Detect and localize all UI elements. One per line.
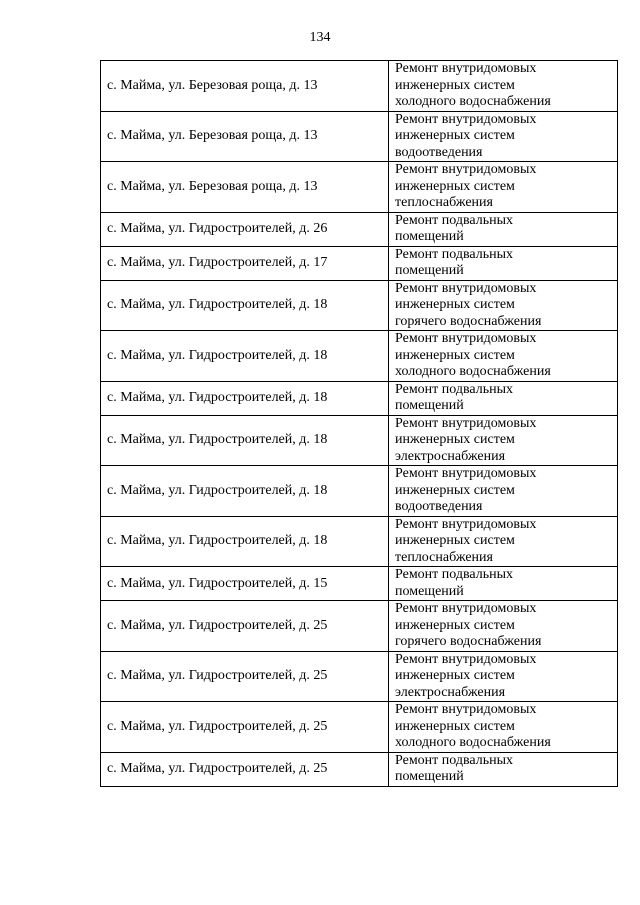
table-row bbox=[101, 752, 618, 786]
work-type-cell: Ремонт подвальных помещений bbox=[389, 246, 618, 280]
address-cell: с. Майма, ул. Гидростроителей, д. 18 bbox=[101, 280, 389, 331]
address-cell: с. Майма, ул. Гидростроителей, д. 18 bbox=[101, 516, 389, 567]
repair-list-table bbox=[100, 60, 618, 787]
table-row bbox=[101, 702, 618, 753]
address-cell: с. Майма, ул. Гидростроителей, д. 18 bbox=[101, 415, 389, 466]
work-type-cell: Ремонт подвальных помещений bbox=[389, 381, 618, 415]
table-row bbox=[101, 415, 618, 466]
table-row bbox=[101, 111, 618, 162]
address-cell: с. Майма, ул. Гидростроителей, д. 25 bbox=[101, 651, 389, 702]
work-type-cell: Ремонт подвальных помещений bbox=[389, 212, 618, 246]
address-cell: с. Майма, ул. Березовая роща, д. 13 bbox=[101, 61, 389, 112]
table-row bbox=[101, 280, 618, 331]
work-type-cell: Ремонт внутридомовых инженерных систем холодного водоснабжения bbox=[389, 331, 618, 382]
table-row bbox=[101, 381, 618, 415]
work-type-cell: Ремонт внутридомовых инженерных систем теплоснабжения bbox=[389, 516, 618, 567]
table-row bbox=[101, 601, 618, 652]
table-row bbox=[101, 466, 618, 517]
address-cell: с. Майма, ул. Гидростроителей, д. 18 bbox=[101, 381, 389, 415]
work-type-cell: Ремонт внутридомовых инженерных систем электроснабжения bbox=[389, 651, 618, 702]
table-body bbox=[101, 61, 618, 787]
address-cell: с. Майма, ул. Гидростроителей, д. 25 bbox=[101, 702, 389, 753]
address-cell: с. Майма, ул. Гидростроителей, д. 25 bbox=[101, 752, 389, 786]
address-cell: с. Майма, ул. Гидростроителей, д. 25 bbox=[101, 601, 389, 652]
work-type-cell: Ремонт внутридомовых инженерных систем холодного водоснабжения bbox=[389, 61, 618, 112]
table-row bbox=[101, 331, 618, 382]
work-type-cell: Ремонт внутридомовых инженерных систем горячего водоснабжения bbox=[389, 280, 618, 331]
address-cell: с. Майма, ул. Гидростроителей, д. 18 bbox=[101, 466, 389, 517]
work-type-cell: Ремонт внутридомовых инженерных систем электроснабжения bbox=[389, 415, 618, 466]
work-type-cell: Ремонт внутридомовых инженерных систем горячего водоснабжения bbox=[389, 601, 618, 652]
work-type-cell: Ремонт внутридомовых инженерных систем водоотведения bbox=[389, 111, 618, 162]
table-row bbox=[101, 567, 618, 601]
address-cell: с. Майма, ул. Гидростроителей, д. 26 bbox=[101, 212, 389, 246]
work-type-cell: Ремонт внутридомовых инженерных систем водоотведения bbox=[389, 466, 618, 517]
address-cell: с. Майма, ул. Березовая роща, д. 13 bbox=[101, 111, 389, 162]
table-row bbox=[101, 516, 618, 567]
address-cell: с. Майма, ул. Гидростроителей, д. 18 bbox=[101, 331, 389, 382]
address-cell: с. Майма, ул. Гидростроителей, д. 17 bbox=[101, 246, 389, 280]
table-row bbox=[101, 212, 618, 246]
page-number: 134 bbox=[309, 30, 331, 45]
address-cell: с. Майма, ул. Гидростроителей, д. 15 bbox=[101, 567, 389, 601]
table-row bbox=[101, 246, 618, 280]
table-row bbox=[101, 651, 618, 702]
work-type-cell: Ремонт подвальных помещений bbox=[389, 567, 618, 601]
address-cell: с. Майма, ул. Березовая роща, д. 13 bbox=[101, 162, 389, 213]
work-type-cell: Ремонт внутридомовых инженерных систем теплоснабжения bbox=[389, 162, 618, 213]
work-type-cell: Ремонт подвальных помещений bbox=[389, 752, 618, 786]
work-type-cell: Ремонт внутридомовых инженерных систем холодного водоснабжения bbox=[389, 702, 618, 753]
table-row bbox=[101, 162, 618, 213]
table-row bbox=[101, 61, 618, 112]
